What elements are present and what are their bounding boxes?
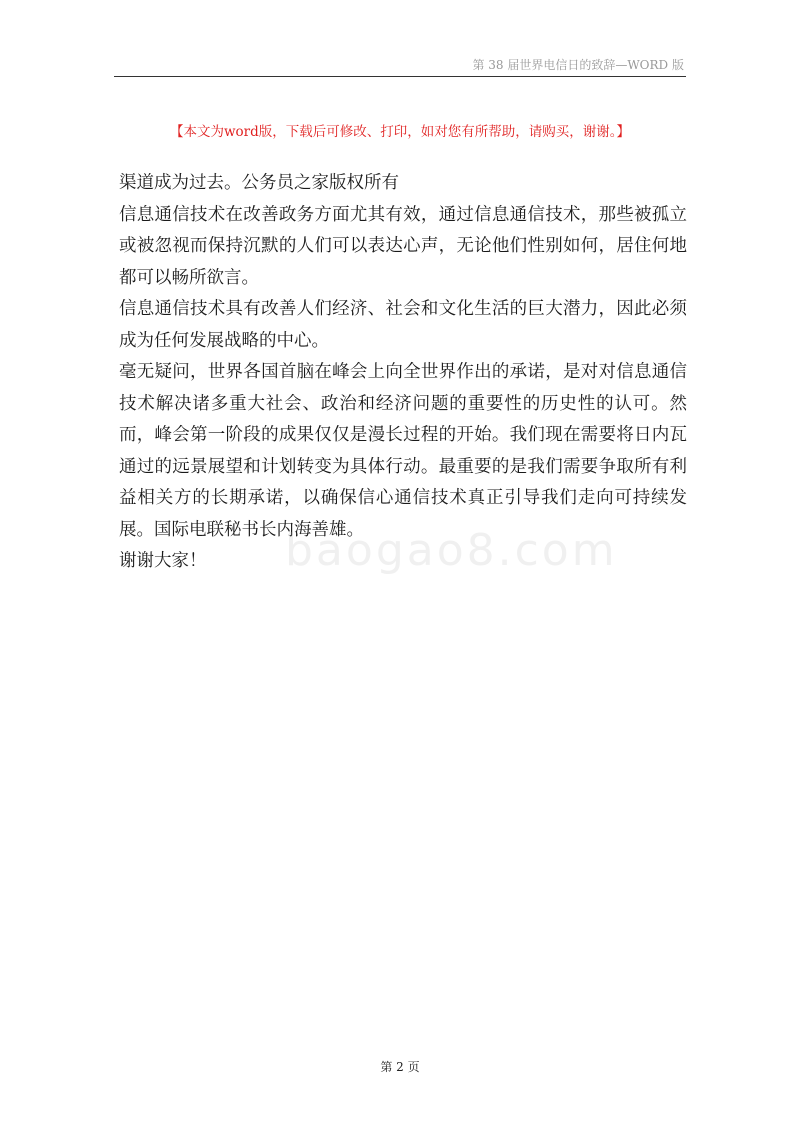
paragraph: 信息通信技术在改善政务方面尤其有效，通过信息通信技术，那些被孤立或被忽视而保持沉默的人们可以表达心声，无论他们性别如何，居住何地都可以畅所欲言。 [119, 204, 687, 288]
download-notice: 【本文为word版，下载后可修改、打印，如对您有所帮助，请购买，谢谢。】 [169, 124, 631, 140]
paragraph: 渠道成为过去。公务员之家版权所有 [119, 173, 399, 193]
page-header [114, 50, 686, 77]
document-body [119, 168, 687, 578]
paragraph: 谢谢大家！ [119, 551, 207, 571]
watermark: baogao8.com [285, 525, 618, 576]
header-title: 第 38 届世界电信日的致辞—WORD 版 [472, 58, 684, 72]
paragraph: 毫无疑问，世界各国首脑在峰会上向全世界作出的承诺，是对对信息通信技术解决诸多重大社会、政治和经济问题的重要性的历史性的认可。然而，峰会第一阶段的成果仅仅是漫长过程的开始。我们现在需要将日内瓦通过的远景展望和计划转变为具体行动。最重要的是我们需要争取所有利益相关方的长期承诺，以确保信心通信技术真正引导我们走向可持续发展。国际电联秘书长内海善雄。 [119, 362, 687, 540]
paragraph: 信息通信技术具有改善人们经济、社会和文化生活的巨大潜力，因此必须成为任何发展战略的中心。 [119, 299, 687, 351]
page-number: 第 2 页 [380, 1060, 420, 1074]
